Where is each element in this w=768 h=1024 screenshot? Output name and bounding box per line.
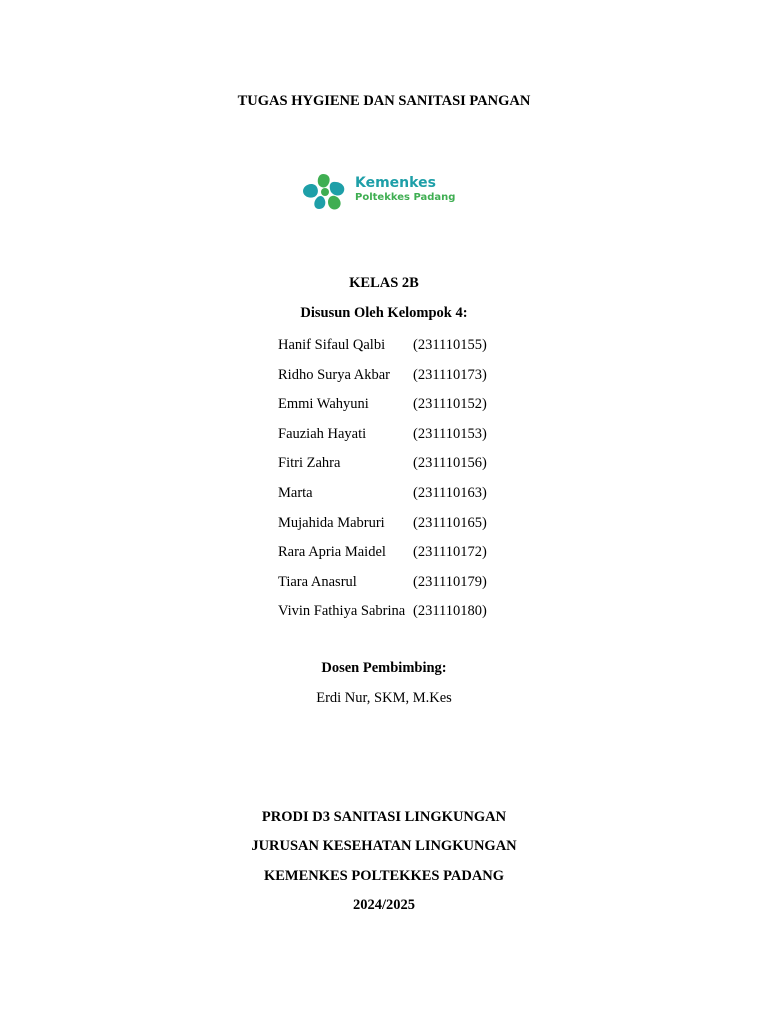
member-name: Marta — [278, 484, 313, 501]
logo-subtitle: Poltekkes Padang — [355, 192, 456, 203]
member-id: (231110152) — [413, 396, 487, 413]
document-title: TUGAS HYGIENE DAN SANITASI PANGAN — [237, 93, 531, 109]
member-id: (231110156) — [413, 455, 487, 472]
member-id: (231110179) — [413, 573, 487, 590]
list-item — [278, 365, 487, 395]
kemenkes-emblem-icon — [301, 173, 351, 211]
institution-name: KEMENKES POLTEKKES PADANG — [263, 868, 505, 884]
logo-title: Kemenkes — [355, 175, 436, 191]
member-name: Hanif Sifaul Qalbi — [278, 337, 386, 353]
member-name: Fitri Zahra — [278, 455, 341, 472]
member-id: (231110153) — [413, 425, 487, 442]
academic-year: 2024/2025 — [352, 897, 416, 913]
institution-program: PRODI D3 SANITASI LINGKUNGAN — [261, 809, 507, 825]
member-name: Emmi Wahyuni — [278, 396, 369, 413]
member-name: Ridho Surya Akbar — [278, 366, 390, 383]
list-item — [278, 335, 487, 365]
member-name: Vivin Fathiya Sabrina — [278, 603, 406, 620]
class-label: KELAS 2B — [349, 275, 419, 291]
member-id: (231110163) — [413, 484, 487, 501]
member-name: Tiara Anasrul — [278, 573, 357, 590]
list-item — [278, 453, 487, 483]
list-item — [278, 513, 487, 543]
kemenkes-logo — [301, 173, 471, 211]
member-name: Fauziah Hayati — [278, 425, 367, 442]
member-name: Rara Apria Maidel — [278, 544, 386, 561]
member-list — [278, 335, 487, 631]
advisor-label: Dosen Pembimbing: — [321, 660, 447, 676]
list-item — [278, 424, 487, 454]
member-id: (231110180) — [413, 603, 487, 620]
institution-department: JURUSAN KESEHATAN LINGKUNGAN — [251, 838, 517, 854]
group-label: Disusun Oleh Kelompok 4: — [300, 305, 468, 321]
member-id: (231110165) — [413, 514, 487, 531]
advisor-name: Erdi Nur, SKM, M.Kes — [316, 690, 452, 706]
member-id: (231110172) — [413, 544, 487, 561]
member-id: (231110173) — [413, 366, 487, 383]
list-item — [278, 601, 487, 631]
list-item — [278, 542, 487, 572]
list-item — [278, 572, 487, 602]
member-id: (231110155) — [413, 337, 487, 353]
list-item — [278, 483, 487, 513]
member-name: Mujahida Mabruri — [278, 514, 385, 531]
list-item — [278, 394, 487, 424]
